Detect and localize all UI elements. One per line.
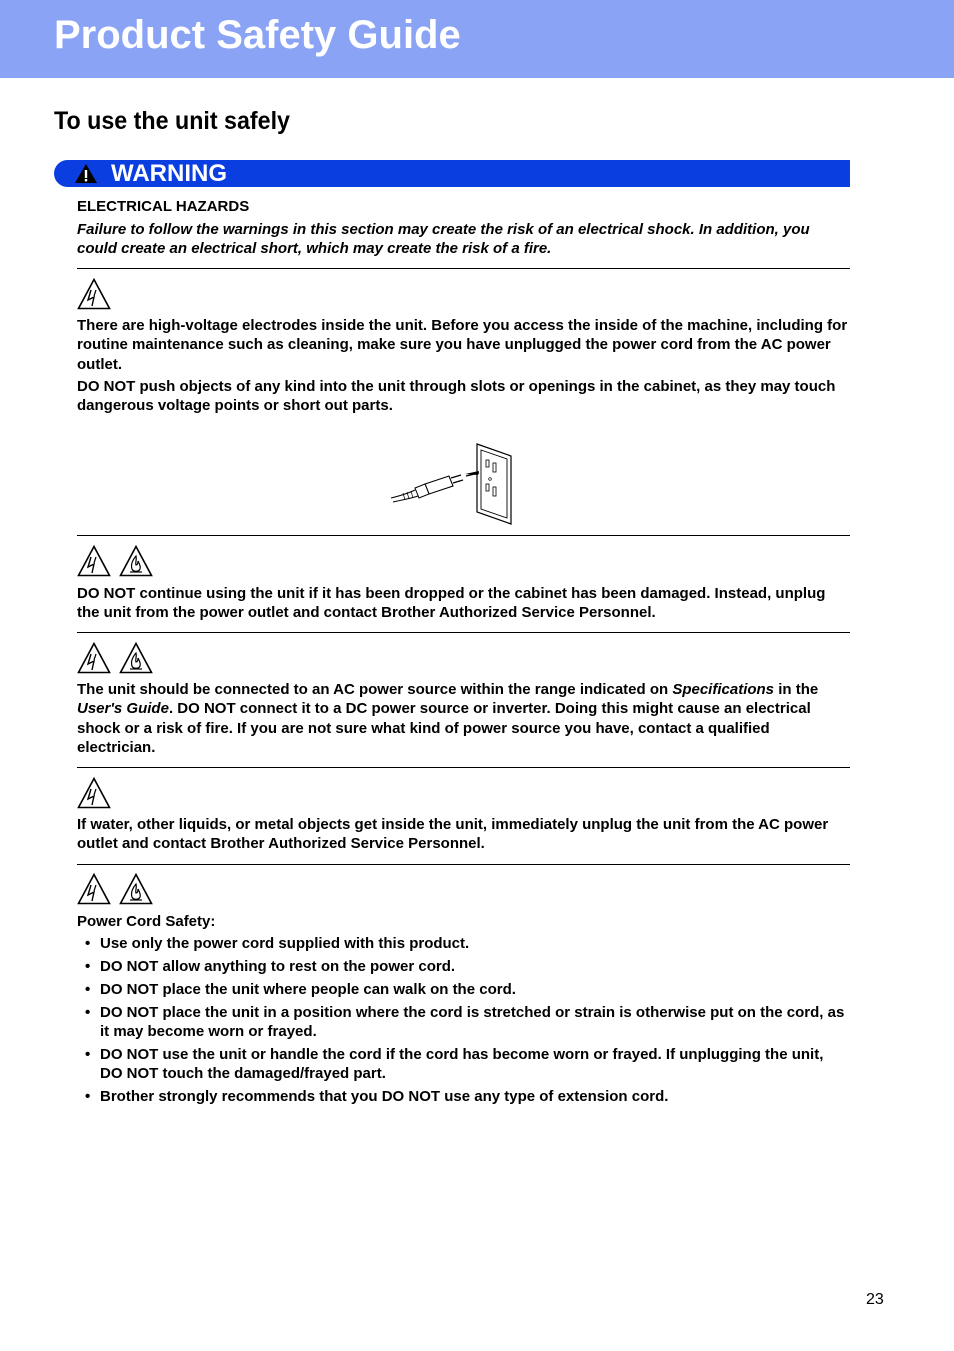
electrical-hazard-icon [77,873,111,905]
divider [77,535,850,536]
block-3-text [77,680,850,757]
divider [77,864,850,865]
list-item: • Brother strongly recommends that you DO NOT use any type of extension cord. [77,1087,850,1106]
warning-banner [54,160,850,187]
divider [77,632,850,633]
warning-triangle-icon [74,163,98,184]
block-4-paragraph-1: If water, other liquids, or metal objects get inside the unit, immediately unplug the unit from the AC power outlet and contact Brother Authorized Service Personnel. [77,816,829,853]
fire-hazard-icon [119,873,153,905]
list-item: • DO NOT place the unit where people can walk on the cord. [77,980,850,999]
hazards-intro [77,197,850,259]
block-1-paragraph-2: DO NOT push objects of any kind into the unit through slots or openings in the cabinet, as they may touch dangerous voltage points or short out parts. [77,377,836,415]
electrical-hazard-icon [77,278,111,310]
page-number: 23 [866,1291,884,1308]
list-item: • DO NOT place the unit in a position where the cord is stretched or strain is otherwise put on the cord, as it may become worn or frayed. [77,1003,850,1042]
electrical-hazard-icon [77,777,111,809]
block-1-paragraph-1: There are high-voltage electrodes inside the unit. Before you access the inside of the machine, including for routine maintenance such as cleaning, make sure you have unplugged the power cord from the AC power outlet. [77,317,848,373]
block-2-paragraph-1: DO NOT continue using the unit if it has been dropped or the cabinet has been damaged. Instead, unplug the unit from the power outlet and contact Brother Authorized Service Personnel. [77,585,826,622]
block-5-text [77,912,850,1110]
block-4-icons [77,777,115,811]
block-3-icons [77,642,157,676]
list-item: • DO NOT use the unit or handle the cord if the cord has become worn or frayed. If unplugging the unit, DO NOT touch the damaged/frayed part. [77,1045,850,1084]
list-item: • Use only the power cord supplied with this product. [77,934,850,953]
power-cord-heading: Power Cord Safety: [77,913,216,930]
divider [77,767,850,768]
power-cord-list [77,934,850,1106]
electrical-hazard-icon [77,545,111,577]
block-5-icons [77,873,157,907]
block-2-icons [77,545,157,579]
block-3-paragraph-1 [77,680,850,757]
block-3-text-e: . DO NOT connect it to a DC power source or inverter. Doing this might cause an electrical shock or a risk of fire. If you are not sure what kind of power source you have, contact a qualified electrician. [77,700,811,756]
divider [77,268,850,269]
section-title: To use the unit safely [54,107,290,135]
hazards-heading: ELECTRICAL HAZARDS [77,198,250,215]
users-guide-ref: User's Guide [77,700,169,718]
block-1-icons [77,278,115,312]
unplug-illustration [389,440,515,526]
block-4-text [77,815,850,854]
block-2-text [77,584,850,623]
block-3-text-a: The unit should be connected to an AC power source within the range indicated on [77,681,673,698]
block-3-text-c: in the [774,681,819,698]
fire-hazard-icon [119,545,153,577]
specifications-ref: Specifications [672,681,775,698]
warning-label: WARNING [111,160,227,187]
electrical-hazard-icon [77,642,111,674]
list-item: • DO NOT allow anything to rest on the power cord. [77,957,850,976]
page-title: Product Safety Guide [54,13,461,57]
fire-hazard-icon [119,642,153,674]
hazards-intro-text: Failure to follow the warnings in this section may create the risk of an electrical shock. In addition, you could create an electrical short, which may create the risk of a fire. [77,221,810,258]
block-1-text [77,316,850,415]
